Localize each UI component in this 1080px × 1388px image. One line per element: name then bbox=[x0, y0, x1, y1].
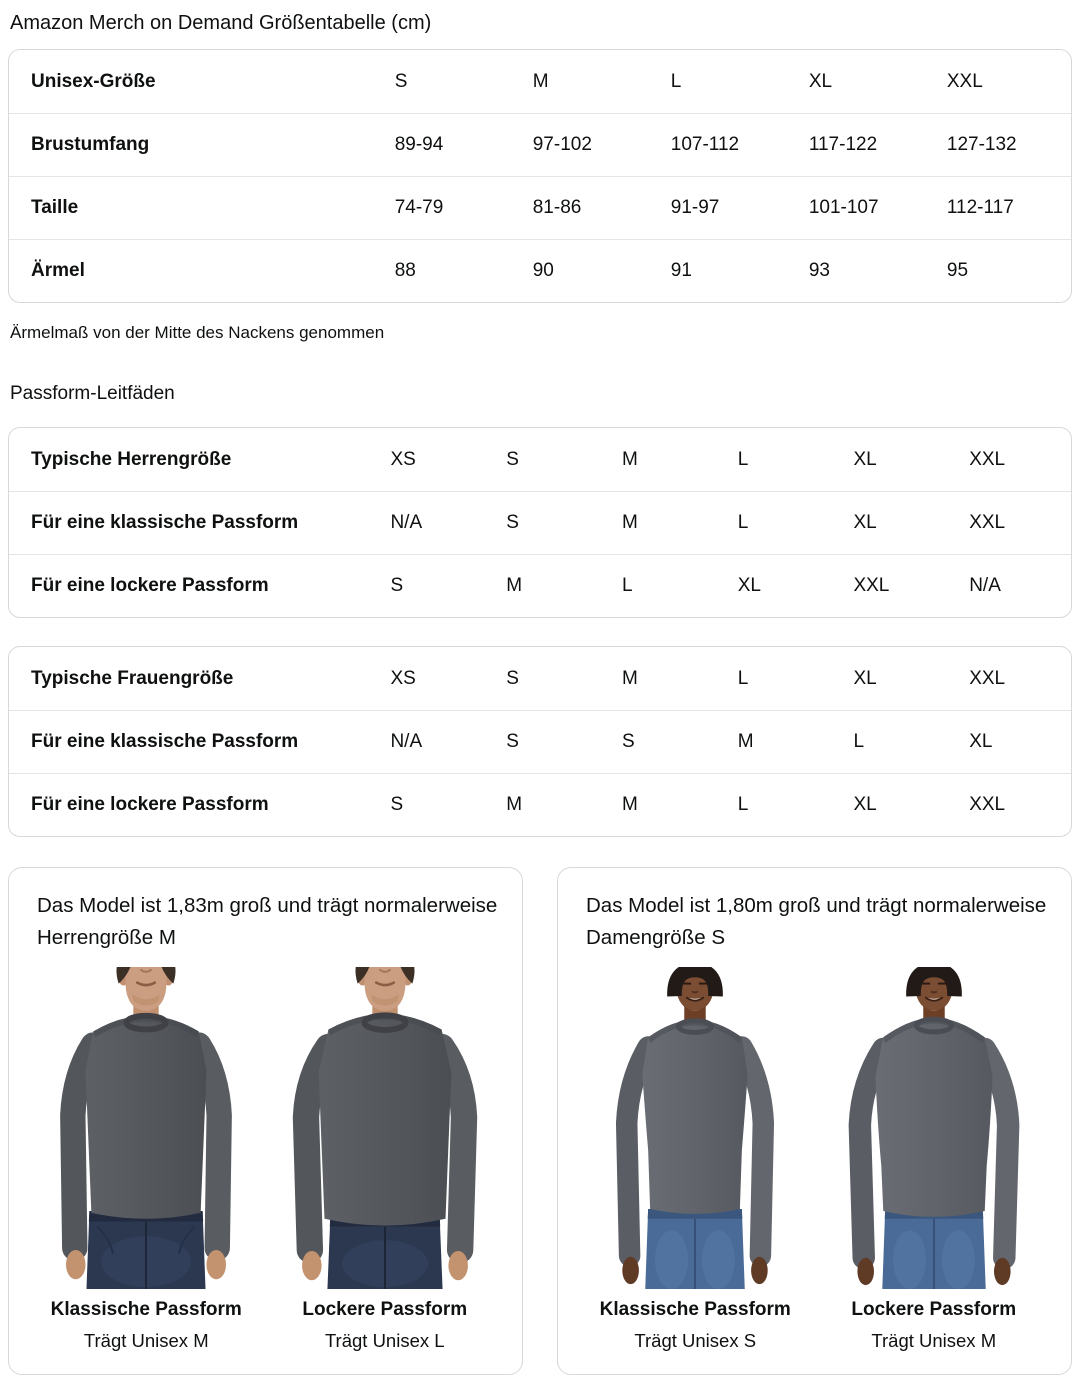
size-value-cell: S bbox=[621, 731, 635, 752]
model-description: Das Model ist 1,83m groß und trägt normalerweise Herrengröße M bbox=[37, 894, 498, 950]
size-table bbox=[8, 49, 1072, 303]
table-row bbox=[9, 176, 1071, 239]
row-label: Brustumfang bbox=[31, 134, 150, 155]
size-value-cell: XXL bbox=[969, 794, 1006, 815]
size-value-cell: 93 bbox=[808, 260, 830, 281]
size-value-cell: L bbox=[737, 794, 749, 815]
female-model-classic-fit-photo bbox=[596, 967, 794, 1289]
size-value-cell: S bbox=[506, 731, 519, 752]
size-value-cell: M bbox=[621, 667, 638, 689]
size-value-cell: S bbox=[506, 512, 519, 533]
row-label: Für eine lockere Passform bbox=[31, 794, 269, 815]
size-value-cell: XL bbox=[969, 731, 993, 752]
size-value-cell: 90 bbox=[532, 260, 554, 281]
size-value-cell: 95 bbox=[946, 260, 969, 281]
model-card-women bbox=[557, 867, 1072, 1375]
fit-label: Lockere Passform bbox=[851, 1298, 1017, 1320]
size-value-cell: N/A bbox=[390, 731, 423, 752]
size-value-cell: XS bbox=[390, 448, 416, 470]
table-row bbox=[9, 647, 1071, 710]
row-label: Taille bbox=[31, 197, 79, 218]
size-value-cell: XXL bbox=[969, 512, 1006, 533]
row-label: Typische Frauengröße bbox=[31, 667, 234, 689]
size-value-cell: 74-79 bbox=[394, 197, 444, 218]
table-row bbox=[9, 491, 1071, 554]
male-model-classic-fit-photo bbox=[47, 967, 245, 1289]
fit-label: Klassische Passform bbox=[50, 1298, 242, 1320]
size-label: Trägt Unisex M bbox=[83, 1329, 209, 1351]
row-label: Unisex-Größe bbox=[31, 70, 156, 92]
size-value-cell: XXL bbox=[969, 448, 1006, 470]
size-value-cell: S bbox=[390, 575, 404, 596]
size-value-cell: 117-122 bbox=[808, 134, 878, 155]
size-label: Trägt Unisex M bbox=[871, 1329, 997, 1351]
size-label: Trägt Unisex L bbox=[324, 1329, 445, 1351]
table-row bbox=[9, 773, 1071, 836]
model-figures bbox=[27, 967, 504, 1352]
size-value-cell: 88 bbox=[394, 260, 416, 281]
model-figure-classic bbox=[27, 967, 266, 1352]
size-value-cell: L bbox=[670, 70, 682, 92]
size-value-cell: 81-86 bbox=[532, 197, 582, 218]
row-label: Für eine klassische Passform bbox=[31, 512, 299, 533]
table-row bbox=[9, 239, 1071, 302]
size-value-cell: S bbox=[506, 667, 519, 689]
size-value-cell: S bbox=[506, 448, 519, 470]
size-value-cell: M bbox=[621, 794, 638, 815]
size-value-cell: 89-94 bbox=[394, 134, 444, 155]
fit-guides-heading: Passform-Leitfäden bbox=[10, 383, 175, 404]
size-value-cell: XL bbox=[853, 512, 877, 533]
size-value-cell: S bbox=[394, 70, 408, 92]
table-row bbox=[9, 710, 1071, 773]
table-row bbox=[9, 113, 1071, 176]
size-value-cell: L bbox=[737, 512, 749, 533]
size-value-cell: XS bbox=[390, 667, 416, 689]
row-label: Typische Herrengröße bbox=[31, 448, 232, 470]
size-value-cell: M bbox=[737, 731, 754, 752]
model-figure-loose bbox=[815, 967, 1054, 1352]
row-label: Für eine lockere Passform bbox=[31, 575, 269, 596]
size-value-cell: 127-132 bbox=[946, 134, 1017, 155]
row-label: Ärmel bbox=[31, 260, 85, 281]
fit-label: Lockere Passform bbox=[302, 1298, 468, 1320]
size-value-cell: XL bbox=[853, 667, 877, 689]
size-value-cell: L bbox=[853, 731, 865, 752]
size-value-cell: N/A bbox=[969, 575, 1001, 596]
model-card-men bbox=[8, 867, 523, 1375]
size-value-cell: XL bbox=[737, 575, 761, 596]
mens-fit-table bbox=[8, 427, 1072, 618]
size-value-cell: 112-117 bbox=[946, 197, 1014, 218]
size-value-cell: XL bbox=[808, 70, 833, 92]
size-value-cell: S bbox=[390, 794, 404, 815]
table-row bbox=[9, 554, 1071, 617]
size-value-cell: 91 bbox=[670, 260, 692, 281]
size-value-cell: 101-107 bbox=[808, 197, 879, 218]
womens-fit-table bbox=[8, 646, 1072, 837]
sleeve-measure-note: Ärmelmaß von der Mitte des Nackens genommen bbox=[10, 323, 385, 342]
male-model-loose-fit-photo bbox=[286, 967, 484, 1289]
size-value-cell: XXL bbox=[969, 667, 1006, 689]
size-value-cell: XXL bbox=[853, 575, 890, 596]
size-value-cell: XXL bbox=[946, 70, 983, 92]
size-value-cell: 91-97 bbox=[670, 197, 720, 218]
female-model-loose-fit-photo bbox=[835, 967, 1033, 1289]
table-row bbox=[9, 428, 1071, 491]
model-figure-loose bbox=[266, 967, 505, 1352]
size-value-cell: N/A bbox=[390, 512, 423, 533]
size-value-cell: L bbox=[621, 575, 633, 596]
model-cards bbox=[8, 867, 1072, 1375]
size-value-cell: 107-112 bbox=[670, 134, 740, 155]
size-label: Trägt Unisex S bbox=[634, 1329, 757, 1351]
table-row bbox=[9, 50, 1071, 113]
size-value-cell: M bbox=[506, 575, 523, 596]
model-figure-classic bbox=[576, 967, 815, 1352]
size-value-cell: M bbox=[621, 512, 638, 533]
model-description: Das Model ist 1,80m groß und trägt normalerweise Damengröße S bbox=[586, 894, 1047, 950]
model-figures bbox=[576, 967, 1053, 1352]
fit-label: Klassische Passform bbox=[599, 1298, 791, 1320]
page-title: Amazon Merch on Demand Größentabelle (cm) bbox=[10, 12, 432, 34]
size-value-cell: XL bbox=[853, 794, 877, 815]
size-value-cell: M bbox=[532, 70, 549, 92]
size-value-cell: M bbox=[506, 794, 523, 815]
size-value-cell: 97-102 bbox=[532, 134, 592, 155]
row-label: Für eine klassische Passform bbox=[31, 731, 299, 752]
size-value-cell: XL bbox=[853, 448, 877, 470]
size-value-cell: L bbox=[737, 448, 749, 470]
size-value-cell: L bbox=[737, 667, 749, 689]
size-value-cell: M bbox=[621, 448, 638, 470]
